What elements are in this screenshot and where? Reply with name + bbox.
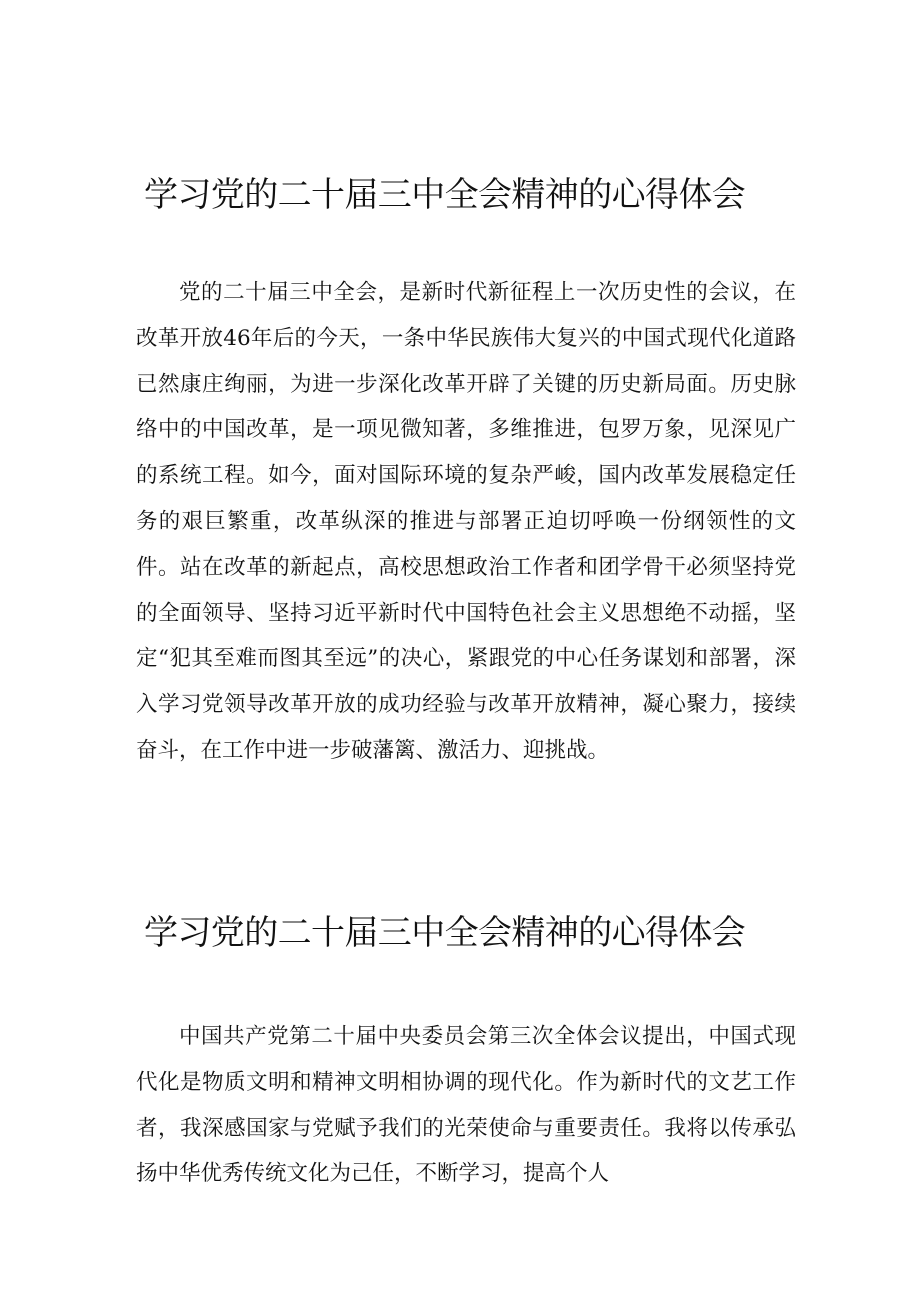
article-section — [136, 170, 796, 774]
article-title: 学习党的二十届三中全会精神的心得体会 — [144, 175, 746, 215]
article-title: 学习党的二十届三中全会精神的心得体会 — [144, 913, 746, 953]
article-paragraph: 中国共产党第二十届中央委员会第三次全体会议提出，中国式现代化是物质文明和精神文明相协调的现代化。作为新时代的文艺工作者，我深感国家与党赋予我们的光荣使命与重要责任。我将以传承弘扬中华优秀传统文化为己任，不断学习，提高个人 — [136, 1024, 796, 1187]
article-section — [136, 908, 796, 1197]
article-paragraph: 党的二十届三中全会，是新时代新征程上一次历史性的会议，在改革开放46年后的今天，一条中华民族伟大复兴的中国式现代化道路已然康庄绚丽，为进一步深化改革开辟了关键的历史新局面。历史脉络中的中国改革，是一项见微知著，多维推进，包罗万象，见深见广的系统工程。如今，面对国际环境的复杂严峻，国内改革发展稳定任务的艰巨繁重，改革纵深的推进与部署正迫切呼唤一份纲领性的文件。站在改革的新起点，高校思想政治工作者和团学骨干必须坚持党的全面领导、坚持习近平新时代中国特色社会主义思想绝不动摇，坚定“犯其至难而图其至远”的决心，紧跟党的中心任务谋划和部署，深入学习党领导改革开放的成功经验与改革开放精神，凝心聚力，接续奋斗，在工作中进一步破藩篱、激活力、迎挑战。 — [136, 280, 796, 763]
